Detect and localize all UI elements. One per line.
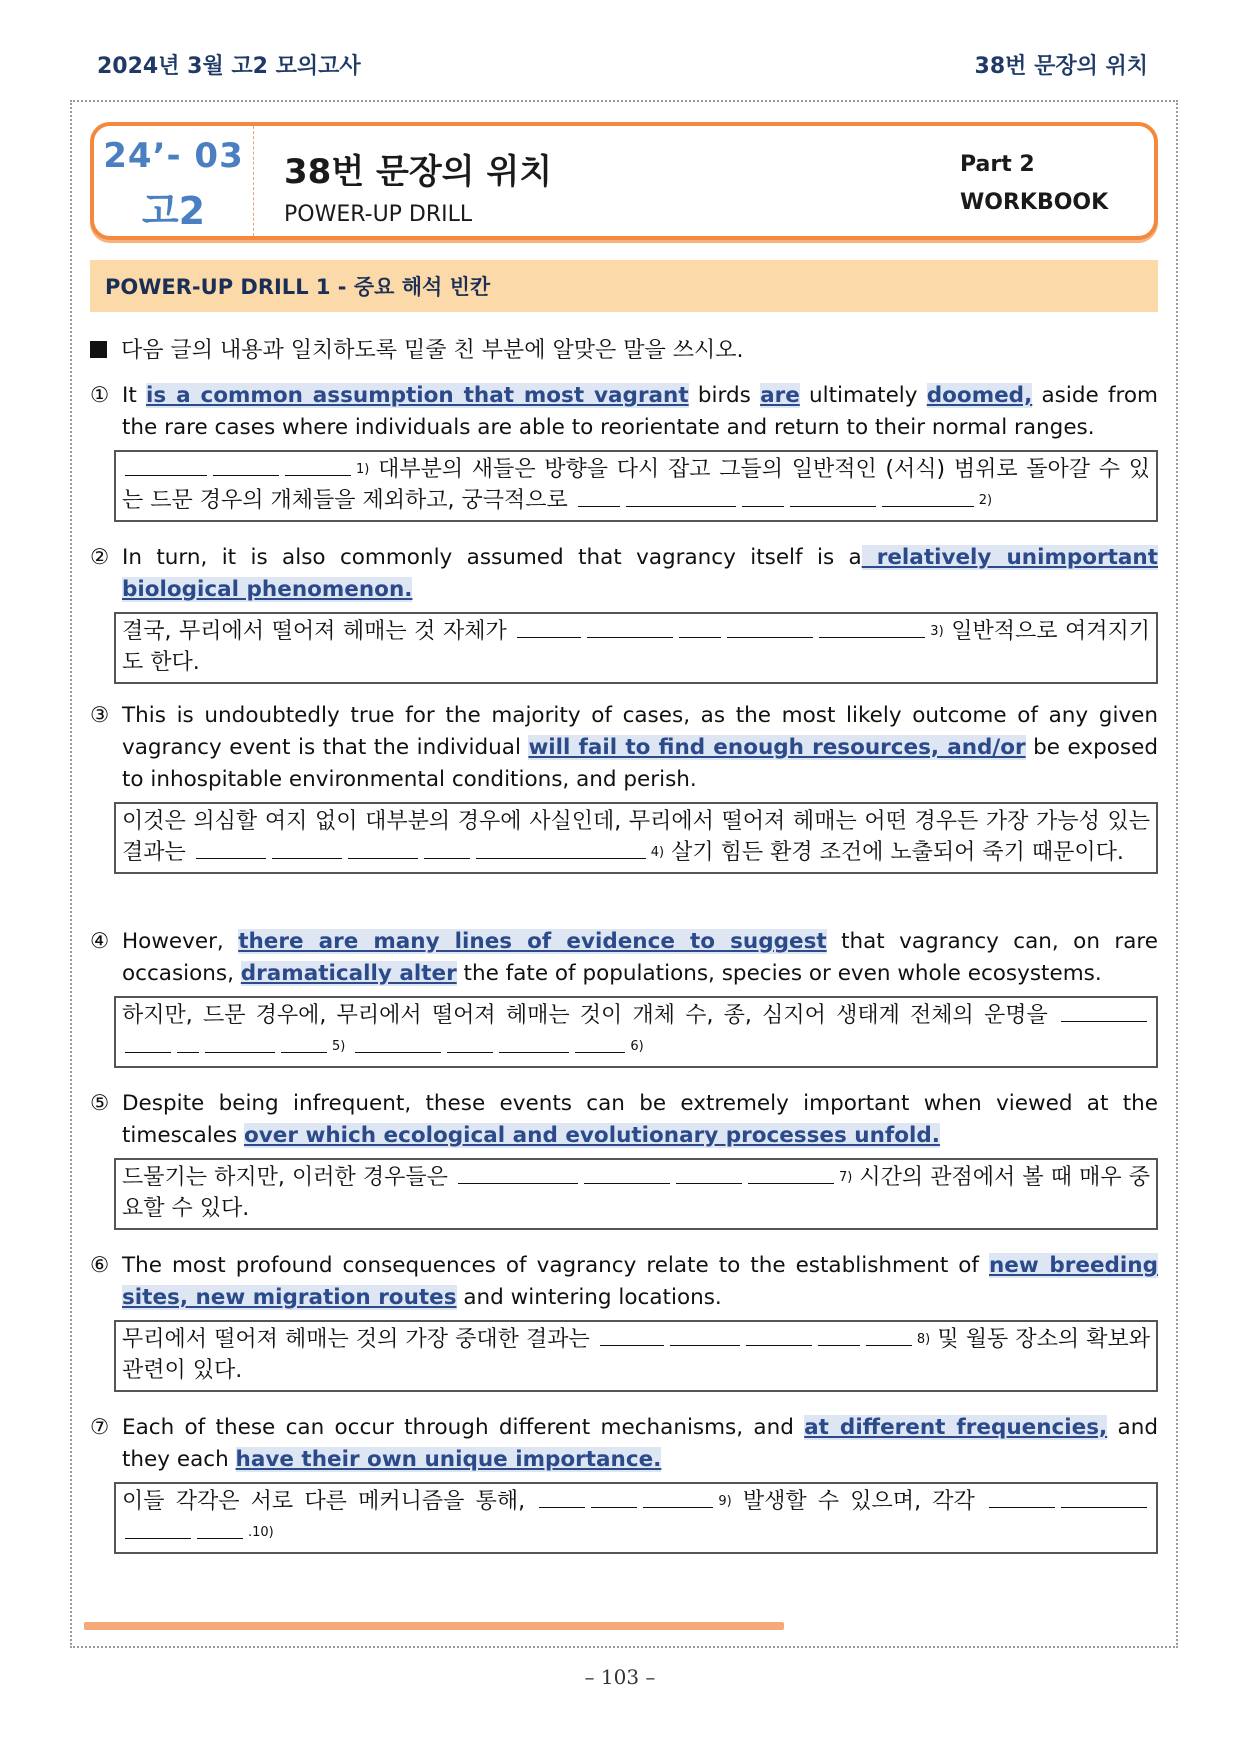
highlighted-phrase: will fail to find enough resources, and/or (528, 735, 1026, 760)
sentence-text: that vagrancy can, on rare occasions, (122, 929, 1158, 986)
drill-item-5 (90, 1088, 1158, 1230)
highlighted-phrase: at different frequencies, (804, 1415, 1108, 1440)
blank-number: 6) (630, 1039, 644, 1054)
korean-translation-box (114, 1320, 1158, 1392)
highlighted-phrase: is a common assumption that most vagrant (146, 383, 689, 408)
answer-blank[interactable] (213, 458, 279, 476)
blank-number: 9) (718, 1494, 732, 1509)
title-box (90, 122, 1158, 240)
answer-blank[interactable] (742, 489, 784, 507)
item-number: ⑥ (90, 1253, 110, 1278)
answer-blank[interactable] (643, 1490, 713, 1508)
blank-number: 3) (930, 624, 944, 639)
answer-blank[interactable] (285, 458, 351, 476)
blank-number: 7) (838, 1170, 853, 1185)
drill-item-3 (90, 700, 1158, 874)
page-number: – 103 – (584, 1665, 656, 1689)
item-number: ① (90, 383, 110, 408)
highlighted-phrase: there are many lines of evidence to suggest (238, 929, 827, 954)
instruction-text: 다음 글의 내용과 일치하도록 밑줄 친 부분에 알맞은 말을 쓰시오. (121, 338, 744, 363)
answer-blank[interactable] (626, 489, 736, 507)
item-number: ⑦ (90, 1415, 110, 1440)
sentence-text: It (122, 383, 147, 408)
answer-blank[interactable] (587, 620, 673, 638)
english-sentence (90, 542, 1158, 606)
english-sentence (90, 700, 1158, 796)
answer-blank[interactable] (578, 489, 620, 507)
english-sentence (90, 1088, 1158, 1152)
answer-blank[interactable] (790, 489, 876, 507)
answer-blank[interactable] (348, 841, 418, 859)
answer-blank[interactable] (1061, 1490, 1147, 1508)
answer-blank[interactable] (424, 841, 470, 859)
translation-text: 시간의 관점에서 볼 때 매우 중요할 수 있다. (122, 1165, 1150, 1221)
answer-blank[interactable] (748, 1166, 834, 1184)
highlighted-phrase: new breeding sites, new migration routes (122, 1253, 1158, 1310)
answer-blank[interactable] (476, 841, 646, 859)
exam-code (94, 126, 254, 236)
answer-blank[interactable] (818, 1328, 860, 1346)
part-label: Part 2 (960, 152, 1035, 177)
drill-item-7 (90, 1412, 1158, 1554)
exam-code-line2: 고2 (141, 189, 206, 233)
translation-text: 및 월동 장소의 확보와 관련이 있다. (122, 1327, 1150, 1383)
answer-blank[interactable] (882, 489, 974, 507)
blank-number: 5) (332, 1039, 346, 1054)
highlighted-phrase: doomed, (926, 383, 1033, 408)
sentence-text: In turn, it is also commonly assumed that vagrancy itself is a (122, 545, 862, 570)
page-header (97, 44, 1148, 84)
item-number: ② (90, 545, 110, 570)
answer-blank[interactable] (600, 1328, 664, 1346)
answer-blank[interactable] (458, 1166, 578, 1184)
translation-text: 무리에서 떨어져 헤매는 것의 가장 중대한 결과는 (122, 1327, 590, 1352)
answer-blank[interactable] (177, 1035, 199, 1053)
english-sentence (90, 926, 1158, 990)
answer-blank[interactable] (272, 841, 342, 859)
sentence-text: birds (688, 383, 761, 408)
answer-blank[interactable] (575, 1035, 625, 1053)
answer-blank[interactable] (989, 1490, 1055, 1508)
korean-translation-box (114, 612, 1158, 684)
drill-section-heading: POWER-UP DRILL 1 - 중요 해석 빈칸 (90, 260, 1158, 312)
answer-blank[interactable] (196, 841, 266, 859)
sentence-text: The most profound consequences of vagrancy relate to the establishment of (122, 1253, 989, 1278)
highlighted-phrase: over which ecological and evolutionary processes unfold. (244, 1123, 940, 1148)
answer-blank[interactable] (727, 620, 813, 638)
sentence-text: and they each (122, 1415, 1158, 1472)
english-sentence (90, 380, 1158, 444)
answer-blank[interactable] (355, 1035, 441, 1053)
translation-text: 결국, 무리에서 떨어져 헤매는 것 자체가 (122, 619, 507, 644)
header-right: 38번 문장의 위치 (974, 53, 1148, 79)
korean-translation-box (114, 802, 1158, 874)
answer-blank[interactable] (866, 1328, 912, 1346)
highlighted-phrase: are (760, 383, 800, 408)
sentence-text: be exposed to inhospitable environmental conditions, and perish. (122, 735, 1158, 792)
answer-blank[interactable] (1061, 1004, 1147, 1022)
translation-text: 하지만, 드문 경우에, 무리에서 떨어져 헤매는 것이 개체 수, 종, 심지어 생태계 전체의 운명을 (122, 1003, 1048, 1028)
korean-translation-box (114, 1158, 1158, 1230)
drill-item-4 (90, 926, 1158, 1068)
translation-text: 대부분의 새들은 방향을 다시 잡고 그들의 일반적인 (서식) 범위로 돌아갈 수 있는 드문 경우의 개체들을 제외하고, 궁극적으로 (122, 457, 1151, 513)
instruction (90, 333, 1158, 364)
answer-blank[interactable] (819, 620, 925, 638)
translation-text: 발생할 수 있으며, 각각 (742, 1489, 975, 1514)
blank-number: 1) (356, 462, 370, 477)
english-sentence (90, 1412, 1158, 1476)
answer-blank[interactable] (584, 1166, 670, 1184)
sentence-text: ultimately (799, 383, 927, 408)
answer-blank[interactable] (281, 1035, 327, 1053)
drill-item-1 (90, 380, 1158, 522)
answer-blank[interactable] (125, 458, 207, 476)
drill-item-2 (90, 542, 1158, 684)
square-bullet-icon (90, 341, 107, 358)
answer-blank[interactable] (670, 1328, 740, 1346)
item-number: ⑤ (90, 1091, 110, 1116)
english-sentence (90, 1250, 1158, 1314)
translation-text: 일반적으로 여겨지기도 한다. (122, 619, 1150, 675)
sentence-text: However, (122, 929, 239, 954)
highlighted-phrase: relatively unimportant biological phenomenon. (122, 545, 1158, 602)
sentence-text: Each of these can occur through different mechanisms, and (122, 1415, 805, 1440)
answer-blank[interactable] (746, 1328, 812, 1346)
highlighted-phrase: dramatically alter (240, 961, 457, 986)
answer-blank[interactable] (539, 1490, 585, 1508)
drill-item-6 (90, 1250, 1158, 1392)
sentence-text: aside from the rare cases where individuals are able to reorientate and return to their normal ranges. (122, 383, 1159, 440)
blank-number: 4) (650, 845, 665, 860)
blank-number: 2) (978, 493, 993, 508)
answer-blank[interactable] (125, 1035, 171, 1053)
sentence-text: This is undoubtedly true for the majority of cases, as the most likely outcome of any given vagrancy event is that the individual (122, 703, 1158, 760)
korean-translation-box (114, 450, 1158, 522)
item-number: ③ (90, 703, 110, 728)
footer-divider (84, 1622, 784, 1630)
translation-text: 이것은 의심할 여지 없이 대부분의 경우에 사실인데, 무리에서 떨어져 헤매는 어떤 경우든 가장 가능성 있는 결과는 (122, 809, 1150, 865)
answer-blank[interactable] (517, 620, 581, 638)
answer-blank[interactable] (205, 1035, 275, 1053)
answer-blank[interactable] (499, 1035, 569, 1053)
sentence-text: and wintering locations. (456, 1285, 722, 1310)
answer-blank[interactable] (447, 1035, 493, 1053)
page-subtitle: POWER-UP DRILL (284, 202, 473, 227)
blank-number: .10) (248, 1525, 274, 1540)
exam-code-line1: 24’- 03 (103, 136, 244, 176)
answer-blank[interactable] (125, 1521, 191, 1539)
workbook-label: WORKBOOK (960, 190, 1109, 215)
translation-text: 이들 각각은 서로 다른 메커니즘을 통해, (122, 1489, 526, 1514)
korean-translation-box (114, 996, 1158, 1068)
translation-text: 드물기는 하지만, 이러한 경우들은 (122, 1165, 448, 1190)
item-number: ④ (90, 929, 110, 954)
answer-blank[interactable] (679, 620, 721, 638)
sentence-text: the fate of populations, species or even whole ecosystems. (456, 961, 1102, 986)
answer-blank[interactable] (197, 1521, 243, 1539)
page-title: 38번 문장의 위치 (284, 152, 553, 192)
answer-blank[interactable] (591, 1490, 637, 1508)
blank-number: 8) (916, 1332, 931, 1347)
sentence-text: Despite being infrequent, these events can be extremely important when viewed at the timescales (122, 1091, 1158, 1148)
answer-blank[interactable] (676, 1166, 742, 1184)
korean-translation-box (114, 1482, 1158, 1554)
translation-text: 살기 힘든 환경 조건에 노출되어 죽기 때문이다. (671, 840, 1124, 865)
highlighted-phrase: have their own unique importance. (235, 1447, 662, 1472)
header-left: 2024년 3월 고2 모의고사 (97, 53, 361, 79)
